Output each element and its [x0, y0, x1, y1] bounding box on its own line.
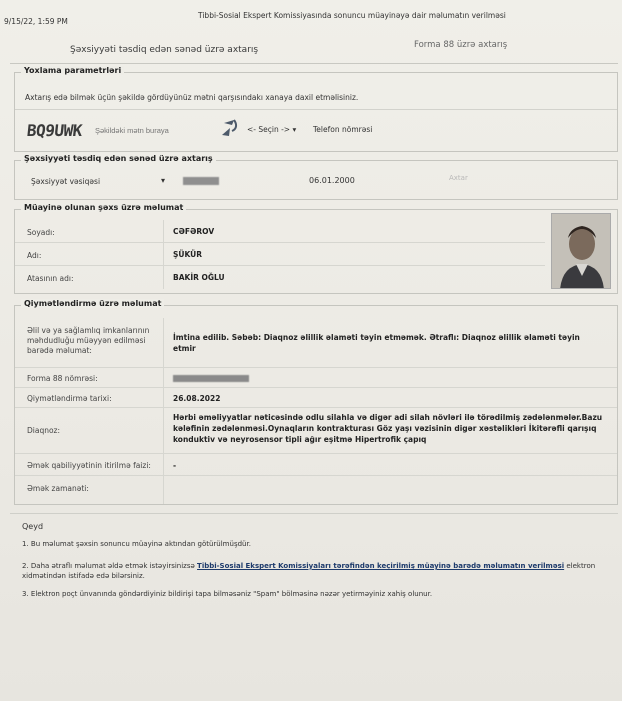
search-button[interactable]: Axtar	[449, 174, 468, 182]
diagnosis-label: Diaqnoz:	[27, 426, 61, 435]
doc-number-input-redacted[interactable]	[183, 177, 219, 185]
patronymic-label: Atasının adı:	[27, 274, 74, 283]
chevron-down-icon[interactable]: ▾	[161, 176, 166, 185]
limitation-label: Əlil və ya sağlamlıq imkanlarının məhdudluğu müəyyən edilməsi barədə məlumat:	[27, 326, 150, 355]
contact-method-select[interactable]: <- Seçin -> ▾	[247, 125, 297, 134]
eval-date-value: 26.08.2022	[173, 394, 221, 403]
person-photo	[551, 213, 611, 289]
notes-title: Qeyd	[22, 522, 44, 531]
work-capacity-value: -	[173, 461, 177, 470]
surname-value: CƏFƏROV	[173, 227, 215, 236]
notes-divider	[10, 513, 618, 514]
eval-date-label: Qiymətləndirmə tarixi:	[27, 394, 112, 403]
diagnosis-value: Hərbi əməliyyatlar nəticəsində odlu silahla və digər adi silah növləri ilə törədilmiş zədələnmələr.Bazu kələfinin zədələnməsi.Oynaqların kontrakturası Göz yaşı vəzisinin digər xəstəlikləri İkitərəfli qarışıq konduktiv və neyrosensor tipli ağır eşitmə Hipertrofik çapıq	[173, 413, 603, 444]
note-2-suffix: elektron xidmətindən istifadə edə bilərsiniz.	[22, 562, 596, 580]
patronymic-value: BAKİR OĞLU	[173, 273, 225, 282]
work-capacity-row	[15, 454, 617, 476]
surname-label: Soyadı:	[27, 228, 55, 237]
form88-label: Forma 88 nömrəsi:	[27, 374, 98, 383]
form88-row	[15, 368, 617, 388]
phone-number-label: Telefon nömrəsi	[313, 125, 373, 134]
work-capacity-label: Əmək qabiliyyətinin itirilmə faizi:	[27, 461, 151, 470]
captcha-image: BQ9UWK	[26, 121, 83, 140]
person-row-patronymic	[15, 266, 545, 289]
check-params-legend: Yoxlama parametrləri	[21, 66, 124, 75]
eval-date-row	[15, 388, 617, 408]
person-section	[14, 203, 618, 294]
name-value: ŞÜKÜR	[173, 250, 203, 259]
print-page-title: Tibbi-Sosial Ekspert Komissiyasında sonuncu müayinəyə dair məlumatın verilməsi	[198, 11, 506, 20]
limitation-row	[15, 318, 617, 368]
person-legend: Müayinə olunan şəxs üzrə məlumat	[21, 203, 186, 212]
diagnosis-row	[15, 408, 617, 454]
id-doc-legend: Şəxsiyyəti təsdiq edən sənəd üzrə axtarış	[21, 154, 216, 163]
person-row-surname	[15, 220, 545, 243]
name-label: Adı:	[27, 251, 42, 260]
note-2	[22, 562, 614, 581]
doc-type-select[interactable]: Şəxsiyyət vəsiqəsi	[31, 177, 101, 186]
birth-date-input[interactable]: 06.01.2000	[309, 176, 355, 185]
check-params-section	[14, 66, 618, 152]
refresh-captcha-icon[interactable]	[220, 117, 240, 139]
id-doc-section	[14, 154, 618, 200]
captcha-input[interactable]	[95, 123, 210, 139]
note-1: 1. Bu məlumat şəxsin sonuncu müayinə aktından götürülmüşdür.	[22, 540, 251, 548]
note-2-prefix: 2. Daha ətraflı məlumat əldə etmək istəyirsinizsə	[22, 562, 198, 570]
work-period-row	[15, 476, 617, 504]
work-period-label: Əmək zamanəti:	[27, 484, 89, 493]
print-datetime: 9/15/22, 1:59 PM	[4, 17, 68, 26]
captcha-hint: Axtarış edə bilmək üçün şəkildə gördüyünüz mətni qarşısındakı xanaya daxil etməlisiniz.	[25, 93, 359, 102]
header-divider	[10, 63, 618, 64]
evaluation-section	[14, 299, 618, 505]
person-row-name	[15, 243, 545, 266]
limitation-value: İmtina edilib. Səbəb: Diaqnoz əlillik əlaməti təyin etməmək. Ətraflı: Diaqnoz əlillik əlaməti təyin etmir	[173, 333, 580, 353]
page-title: Şəxsiyyəti təsdiq edən sənəd üzrə axtarış	[70, 45, 259, 55]
form88-search-link[interactable]: Forma 88 üzrə axtarış	[414, 40, 508, 50]
tsek-service-link[interactable]: Tibbi-Sosial Ekspert Komissiyaları tərəfindən keçirilmiş müayinə barədə məlumatın verilməsi	[197, 562, 565, 570]
form88-value-redacted	[173, 375, 249, 382]
check-rule	[15, 109, 617, 110]
evaluation-legend: Qiymətləndirmə üzrə məlumat	[21, 299, 164, 308]
note-3: 3. Elektron poçt ünvanında göndərdiyiniz bildirişi tapa bilməsəniz "Spam" bölməsinə nəzər yetirməyiniz xahiş olunur.	[22, 590, 433, 598]
